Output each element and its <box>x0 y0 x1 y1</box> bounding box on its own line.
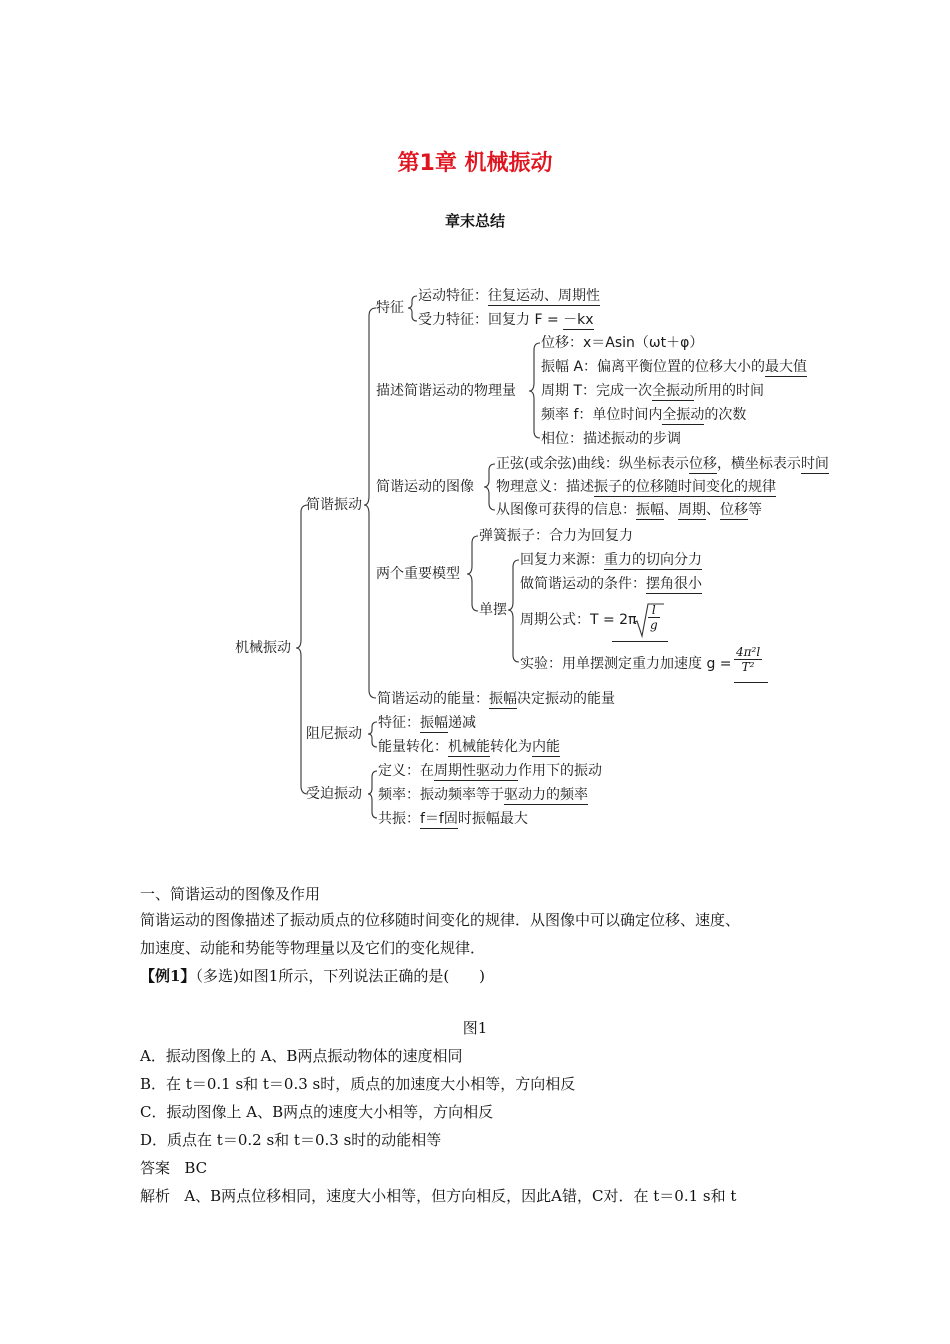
content-para-line2: 加速度、动能和势能等物理量以及它们的变化规律． <box>140 939 486 957</box>
leaf-shoupo-pinlv <box>378 786 588 804</box>
leaf-zhenfu-prefix: 振幅 A：偏离平衡位置的位移大小的 <box>541 359 766 375</box>
content-para-line1: 简谐运动的图像描述了振动质点的位移随时间变化的规律．从图像中可以确定位移、速度、 <box>140 911 741 929</box>
leaf-tanhuang: 弹簧振子：合力为回复力 <box>479 528 633 544</box>
node-wuliliang: 描述简谐运动的物理量 <box>376 383 516 399</box>
leaf-zhouqi-value: 全振动 <box>652 383 695 399</box>
leaf-xinxi-suffix: 等 <box>748 502 762 518</box>
leaf-xiangwei: 相位：描述振动的步调 <box>541 431 681 447</box>
answer-value: BC <box>184 1159 208 1177</box>
gongshi-numerator: l <box>648 603 660 618</box>
shiyan-denominator: T² <box>741 660 755 674</box>
option-a: A．振动图像上的 A、B两点振动物体的速度相同 <box>140 1047 463 1065</box>
leaf-zuni-zhuanhua-prefix: 能量转化： <box>378 739 448 755</box>
section-title: 章末总结 <box>444 212 505 230</box>
shiyan-numerator: 4π²l <box>736 645 761 659</box>
leaf-zuni-tezheng-value: 振幅 <box>420 715 448 731</box>
leaf-zhouqi-suffix: 所用的时间 <box>694 383 765 399</box>
figure-caption: 图1 <box>462 1019 488 1037</box>
leaf-xinxi <box>496 501 762 519</box>
leaf-zuni-zhuanhua <box>378 738 560 756</box>
answer <box>140 1158 207 1178</box>
analysis <box>140 1186 736 1206</box>
leaf-laiyuan-value: 重力的切向分力 <box>604 552 702 568</box>
gongshi-fraction <box>648 603 660 632</box>
mindmap-root: 机械振动 <box>235 640 291 656</box>
leaf-nengliang-prefix: 简谐运动的能量： <box>377 691 489 707</box>
leaf-xinxi-prefix: 从图像可获得的信息： <box>496 502 636 518</box>
leaf-zhenfu <box>541 358 807 376</box>
leaf-xinxi-sep2: 、 <box>706 502 720 518</box>
leaf-zhengxian <box>496 455 829 473</box>
gongshi-denominator: g <box>650 618 658 632</box>
leaf-gongshi-T: T = 2π <box>590 612 637 628</box>
leaf-shouli-prefix: 受力特征：回复力 F = <box>418 312 564 328</box>
leaf-zhengxian-mid: ，横坐标表示 <box>716 456 801 472</box>
shiyan-underline <box>734 682 768 683</box>
example-tag: 【例1】 <box>140 967 196 985</box>
example-text: （多选)如图1所示，下列说法正确的是( ) <box>195 967 486 985</box>
leaf-tiaojian <box>520 575 702 593</box>
leaf-shoupo-gongzhen <box>378 810 528 828</box>
leaf-yundong-prefix: 运动特征： <box>418 288 488 304</box>
leaf-shiyan-g: g = <box>706 656 732 672</box>
leaf-shoupo-dingyi-value: 周期性驱动力 <box>434 763 518 779</box>
leaf-zhengxian-prefix: 正弦(或余弦)曲线：纵坐标表示 <box>496 456 689 472</box>
leaf-gongshi-prefix: 周期公式： <box>520 612 590 628</box>
leaf-zuni-tezheng-suffix: 递减 <box>448 715 476 731</box>
gongshi-underline <box>612 641 668 642</box>
leaf-shoupo-dingyi <box>378 762 602 780</box>
leaf-zuni-zhuanhua-mid: 转化为 <box>490 739 532 755</box>
leaf-pinlv-value: 全振动 <box>662 407 705 423</box>
leaf-tiaojian-prefix: 做简谐运动的条件： <box>520 576 646 592</box>
leaf-zhouqi-prefix: 周期 T：完成一次 <box>541 383 653 399</box>
leaf-laiyuan-prefix: 回复力来源： <box>520 552 604 568</box>
analysis-label: 解析 <box>140 1187 171 1205</box>
leaf-zuni-zhuanhua-v1: 机械能 <box>448 739 490 755</box>
leaf-zuni-tezheng-prefix: 特征： <box>378 715 420 731</box>
node-tuxiang: 简谐运动的图像 <box>376 479 474 495</box>
leaf-xinxi-v2: 周期 <box>678 502 706 518</box>
leaf-yiyi-value: 振子的位移随时间变化的规律 <box>594 479 776 495</box>
leaf-gongshi <box>520 611 637 629</box>
leaf-shoupo-gongzhen-value: f＝f固 <box>420 811 458 827</box>
node-moxing: 两个重要模型 <box>376 566 460 582</box>
answer-label: 答案 <box>140 1159 171 1177</box>
analysis-text: A、B两点位移相同，速度大小相等，但方向相反，因此A错，C对．在 t＝0.1 s和 t <box>184 1187 737 1205</box>
leaf-yundong <box>418 287 600 305</box>
node-danbai: 单摆 <box>479 602 507 618</box>
leaf-shoupo-gongzhen-prefix: 共振： <box>378 811 420 827</box>
option-b: B．在 t＝0.1 s和 t＝0.3 s时，质点的加速度大小相等，方向相反 <box>140 1075 576 1093</box>
chapter-title: 第1章 机械振动 <box>397 151 553 176</box>
leaf-pinlv-prefix: 频率 f：单位时间内 <box>541 407 663 423</box>
leaf-shoupo-dingyi-prefix: 定义：在 <box>378 763 434 779</box>
leaf-shoupo-dingyi-suffix: 作用下的振动 <box>518 763 602 779</box>
shiyan-fraction <box>734 645 762 674</box>
example-1 <box>140 966 485 986</box>
leaf-nengliang <box>377 690 615 708</box>
leaf-pinlv-suffix: 的次数 <box>704 407 747 423</box>
leaf-yundong-value: 往复运动、周期性 <box>488 288 600 304</box>
leaf-nengliang-suffix: 决定振动的能量 <box>517 691 615 707</box>
leaf-nengliang-value: 振幅 <box>489 691 517 707</box>
leaf-zhenfu-value: 最大值 <box>765 359 808 375</box>
content-heading: 一、简谐运动的图像及作用 <box>140 885 321 903</box>
leaf-shiyan-prefix: 实验：用单摆测定重力加速度 <box>520 656 707 672</box>
leaf-weiyi: 位移：x＝Asin（ωt＋φ） <box>541 335 704 351</box>
leaf-shouli <box>418 311 594 329</box>
leaf-shoupo-pinlv-value: 驱动力的频率 <box>504 787 588 803</box>
option-d: D．质点在 t＝0.2 s和 t＝0.3 s时的动能相等 <box>140 1131 442 1149</box>
node-jianxie: 简谐振动 <box>306 497 362 513</box>
leaf-shouli-value: －kx <box>563 312 594 328</box>
leaf-zhengxian-v1: 位移 <box>688 456 717 472</box>
leaf-zuni-zhuanhua-v2: 内能 <box>532 739 560 755</box>
leaf-yiyi <box>496 478 776 496</box>
node-zuni: 阻尼振动 <box>306 726 362 742</box>
leaf-xinxi-v1: 振幅 <box>636 502 664 518</box>
leaf-yiyi-prefix: 物理意义：描述 <box>496 479 594 495</box>
option-c: C．振动图像上 A、B两点的速度大小相等，方向相反 <box>140 1103 494 1121</box>
leaf-zhouqi <box>541 382 764 400</box>
leaf-laiyuan <box>520 551 702 569</box>
leaf-shiyan <box>520 655 732 673</box>
node-shoupo: 受迫振动 <box>306 786 362 802</box>
leaf-xinxi-sep1: 、 <box>664 502 678 518</box>
leaf-zuni-tezheng <box>378 714 476 732</box>
leaf-shoupo-pinlv-prefix: 频率：振动频率等于 <box>378 787 504 803</box>
leaf-zhengxian-v2: 时间 <box>800 456 829 472</box>
leaf-tiaojian-value: 摆角很小 <box>646 576 702 592</box>
leaf-shoupo-gongzhen-suffix: 时振幅最大 <box>457 811 528 827</box>
leaf-xinxi-v3: 位移 <box>720 502 748 518</box>
leaf-pinlv <box>541 406 746 424</box>
node-tezheng: 特征 <box>376 300 404 316</box>
